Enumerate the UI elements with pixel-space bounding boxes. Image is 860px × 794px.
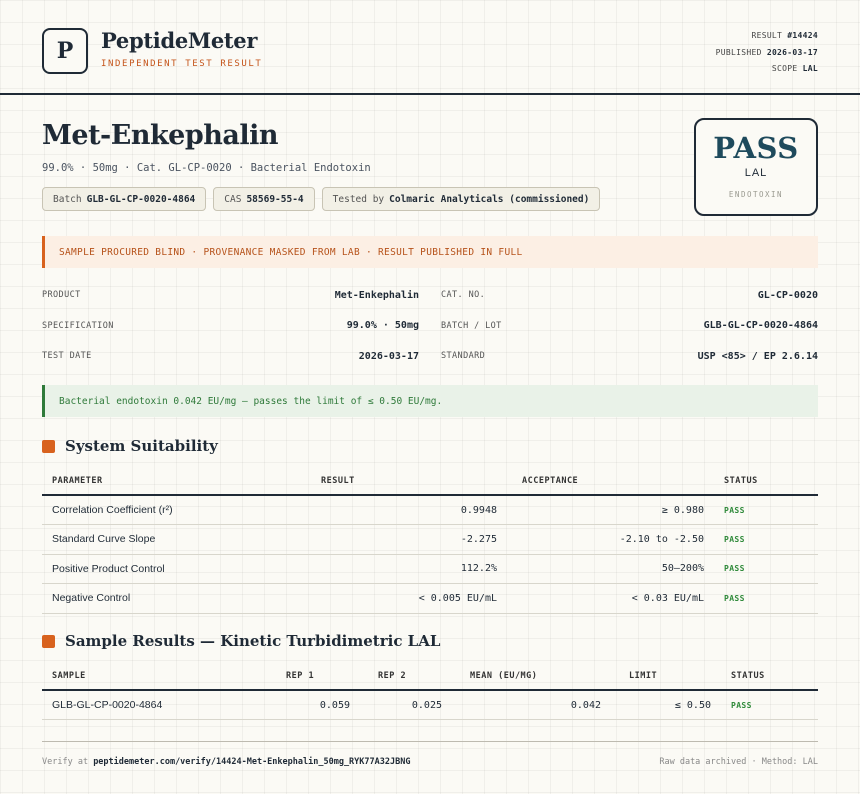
result-label: RESULT [751, 31, 783, 40]
result-meta [716, 28, 818, 78]
rep1-cell: 0.059 [268, 690, 360, 720]
scope-value: LAL [802, 64, 818, 73]
verdict-badge [694, 118, 818, 216]
info-value: GLB-GL-CP-0020-4864 [703, 320, 818, 332]
table-header-row [42, 467, 818, 495]
scope-label: SCOPE [771, 64, 798, 73]
parameter-cell: Positive Product Control [42, 554, 311, 584]
result-cell: 112.2% [311, 554, 507, 584]
info-label: SPECIFICATION [42, 320, 114, 331]
info-grid [42, 280, 818, 372]
column-header: RESULT [311, 467, 507, 495]
info-cell [42, 351, 419, 362]
scope-row [716, 61, 818, 78]
info-label: TEST DATE [42, 351, 92, 362]
table-row [42, 495, 818, 525]
cas-chip [213, 187, 314, 211]
mean-cell: 0.042 [452, 690, 611, 720]
info-row [42, 311, 818, 342]
logo-mark: P [42, 28, 88, 74]
procurement-banner: SAMPLE PROCURED BLIND · PROVENANCE MASKED FROM LAB · RESULT PUBLISHED IN FULL [42, 236, 818, 268]
table-header-row [42, 662, 818, 690]
result-cell: -2.275 [311, 525, 507, 555]
verdict-word: PASS [713, 131, 799, 165]
samples-table [42, 662, 818, 720]
info-row [42, 341, 818, 372]
parameter-cell: Standard Curve Slope [42, 525, 311, 555]
batch-chip [42, 187, 206, 211]
brand-name: PeptideMeter [101, 28, 258, 53]
section-title: Sample Results — Kinetic Turbidimetric LAL [65, 632, 441, 650]
column-header: REP 1 [268, 662, 360, 690]
status-badge: PASS [714, 495, 818, 525]
chip-value: Colmaric Analyticals (commissioned) [389, 193, 590, 205]
info-value: 2026-03-17 [358, 350, 419, 362]
section-marker-icon [42, 440, 55, 453]
table-row [42, 584, 818, 614]
chip-label: CAS [224, 193, 242, 205]
status-badge: PASS [714, 584, 818, 614]
result-cell: < 0.005 EU/mL [311, 584, 507, 614]
column-header: ACCEPTANCE [507, 467, 714, 495]
verify-prefix: Verify at [42, 757, 89, 767]
result-cell: 0.9948 [311, 495, 507, 525]
chip-value: GLB-GL-CP-0020-4864 [86, 193, 196, 205]
table-row [42, 525, 818, 555]
chip-value: 58569-55-4 [246, 193, 304, 205]
result-number: #14424 [787, 31, 818, 40]
info-value: 99.0% · 50mg [346, 320, 419, 332]
status-badge: PASS [714, 525, 818, 555]
result-summary-note: Bacterial endotoxin 0.042 EU/mg — passes the limit of ≤ 0.50 EU/mg. [42, 385, 818, 417]
result-number-row [716, 28, 818, 45]
section-title: System Suitability [65, 437, 218, 455]
info-cell [42, 290, 419, 301]
info-value: GL-CP-0020 [757, 289, 818, 301]
column-header: SAMPLE [42, 662, 268, 690]
parameter-cell: Negative Control [42, 584, 311, 614]
info-cell [441, 320, 818, 331]
acceptance-cell: < 0.03 EU/mL [507, 584, 714, 614]
sample-id-cell: GLB-GL-CP-0020-4864 [42, 690, 268, 720]
column-header: LIMIT [611, 662, 721, 690]
suitability-table [42, 467, 818, 614]
info-row [42, 280, 818, 311]
published-label: PUBLISHED [715, 47, 762, 57]
info-cell [441, 351, 818, 362]
info-label: CAT. NO. [441, 290, 486, 301]
info-value: Met-Enkephalin [334, 289, 419, 301]
chip-label: Batch [53, 193, 82, 205]
column-header: STATUS [721, 662, 818, 690]
limit-cell: ≤ 0.50 [611, 690, 721, 720]
verify-link[interactable]: peptidemeter.com/verify/14424-Met-Enkephalin_50mg_RYK77A32JBNG [93, 757, 411, 767]
parameter-cell: Correlation Coefficient (r²) [42, 495, 311, 525]
brand-tagline: INDEPENDENT TEST RESULT [101, 59, 263, 69]
footer-method-note: Raw data archived · Method: LAL [659, 757, 818, 767]
tested-by-chip [322, 187, 601, 211]
product-subtitle: 99.0% · 50mg · Cat. GL-CP-0020 · Bacterial Endotoxin [42, 162, 371, 174]
suitability-heading [42, 437, 218, 455]
table-row [42, 554, 818, 584]
acceptance-cell: ≥ 0.980 [507, 495, 714, 525]
product-chips [42, 187, 600, 211]
table-row [42, 690, 818, 720]
status-badge: PASS [714, 554, 818, 584]
column-header: PARAMETER [42, 467, 311, 495]
acceptance-cell: -2.10 to -2.50 [507, 525, 714, 555]
column-header: MEAN (EU/MG) [452, 662, 611, 690]
info-cell [441, 290, 818, 301]
published-date: 2026-03-17 [766, 47, 818, 57]
status-badge: PASS [721, 690, 818, 720]
product-title: Met-Enkephalin [42, 120, 278, 151]
info-cell [42, 320, 419, 331]
info-value: USP <85> / EP 2.6.14 [697, 350, 818, 362]
column-header: STATUS [714, 467, 818, 495]
acceptance-cell: 50–200% [507, 554, 714, 584]
info-label: PRODUCT [42, 290, 81, 301]
verdict-category: ENDOTOXIN [728, 190, 784, 199]
chip-label: Tested by [332, 193, 385, 205]
samples-heading [42, 632, 440, 650]
info-label: STANDARD [441, 351, 486, 362]
section-marker-icon [42, 635, 55, 648]
verdict-scope: LAL [744, 167, 768, 179]
verify-line [42, 757, 410, 767]
header-divider [0, 93, 860, 95]
rep2-cell: 0.025 [360, 690, 452, 720]
info-label: BATCH / LOT [441, 320, 502, 331]
column-header: REP 2 [360, 662, 452, 690]
footer-divider [42, 741, 818, 742]
published-row [716, 45, 818, 62]
